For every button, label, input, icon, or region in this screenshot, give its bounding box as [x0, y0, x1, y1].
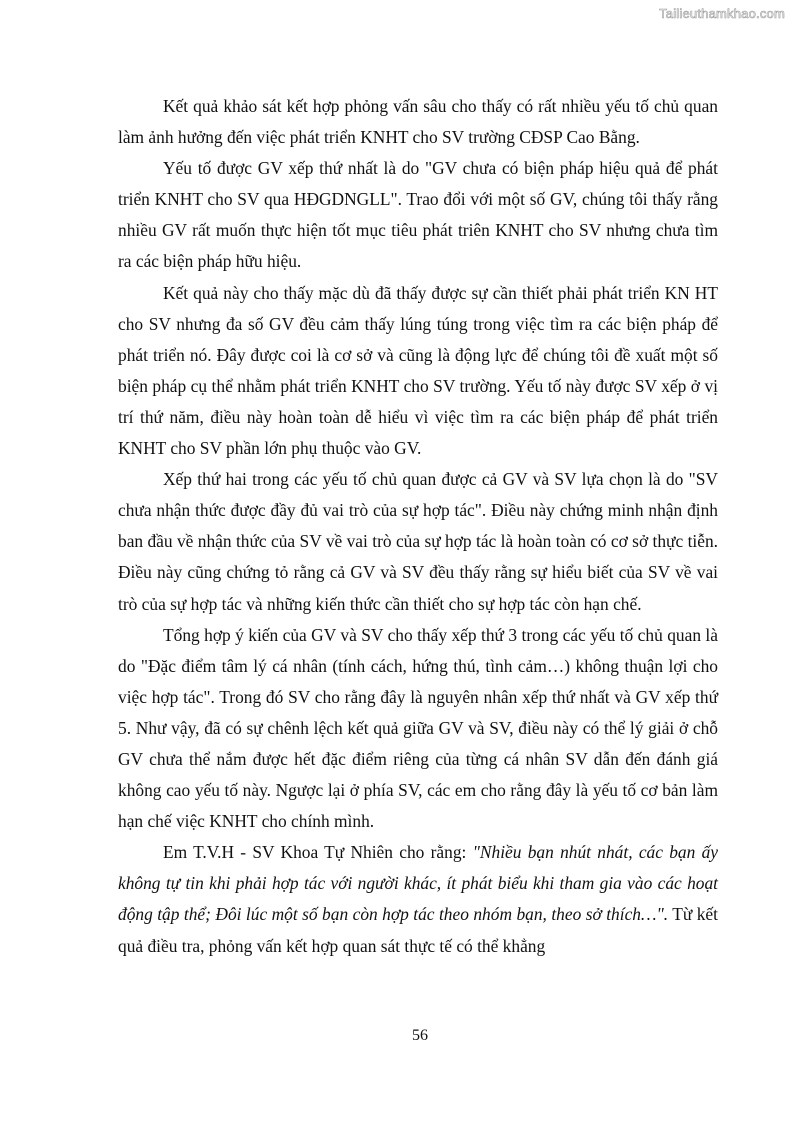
watermark-text: Tailieuthamkhao.com: [659, 6, 785, 21]
student-quote: "Nhiều bạn nhút nhát, các bạn ấy không tự tin khi phải hợp tác với người khác, ít phát biểu khi tham gia vào các hoạt động tập thể; Đôi lúc một số bạn còn hợp tác theo nhóm bạn, theo sở thích…".: [118, 842, 718, 925]
paragraph-1: Kết quả khảo sát kết hợp phỏng vấn sâu cho thấy có rất nhiều yếu tố chủ quan làm ảnh hưởng đến việc phát triển KNHT cho SV trường CĐSP Cao Bằng.: [118, 96, 718, 148]
page-body: [118, 91, 718, 962]
paragraph-2: Yếu tố được GV xếp thứ nhất là do "GV chưa có biện pháp hiệu quả để phát triển KNHT cho SV qua HĐGDNGLL". Trao đổi với một số GV, chúng tôi thấy rằng nhiều GV rất muốn thực hiện tốt mục tiêu phát triên KNHT cho SV nhưng chưa tìm ra các biện pháp hữu hiệu.: [118, 158, 718, 272]
paragraph-6-tail: Từ kết quả điều tra, phỏng vấn kết hợp quan sát thực tế có thể khẳng: [118, 904, 718, 956]
page-number: 56: [412, 1027, 428, 1044]
paragraph-6-lead: Em T.V.H - SV Khoa Tự Nhiên cho rằng:: [163, 842, 473, 863]
paragraph-6: [118, 837, 718, 961]
paragraph-5: Tổng hợp ý kiến của GV và SV cho thấy xếp thứ 3 trong các yếu tố chủ quan là do "Đặc điểm tâm lý cá nhân (tính cách, hứng thú, tình cảm…) không thuận lợi cho việc hợp tác". Trong đó SV cho rằng đây là nguyên nhân xếp thứ nhất và GV xếp thứ 5. Như vậy, đã có sự chênh lệch kết quả giữa GV và SV, điều này có thể lý giải ở chỗ GV chưa thể nắm được hết đặc điểm riêng của từng cá nhân SV dẫn đến đánh giá không cao yếu tố này. Ngược lại ở phía SV, các em cho rằng đây là yếu tố cơ bản làm hạn chế việc KNHT cho chính mình.: [118, 624, 718, 832]
paragraph-4: Xếp thứ hai trong các yếu tố chủ quan được cả GV và SV lựa chọn là do "SV chưa nhận thức được đầy đủ vai trò của sự hợp tác". Điều này chứng minh nhận định ban đầu về nhận thức của SV về vai trò của sự hợp tác là hoàn toàn có cơ sở thực tiễn. Điều này cũng chứng tỏ rằng cả GV và SV đều thấy rằng sự hiểu biết của SV về vai trò của sự hợp tác và những kiến thức cần thiết cho sự hợp tác còn hạn chế.: [118, 469, 718, 614]
paragraph-3: Kết quả này cho thấy mặc dù đã thấy được sự cần thiết phải phát triển KN HT cho SV nhưng đa số GV đều cảm thấy lúng túng trong việc tìm ra các biện pháp để phát triển nó. Đây được coi là cơ sở và cũng là động lực để chúng tôi đề xuất một số biện pháp cụ thể nhằm phát triển KNHT cho SV trường. Yếu tố này được SV xếp ở vị trí thứ năm, điều này hoàn toàn dễ hiểu vì việc tìm ra các biện pháp để phát triển KNHT cho SV phần lớn phụ thuộc vào GV.: [118, 282, 718, 459]
